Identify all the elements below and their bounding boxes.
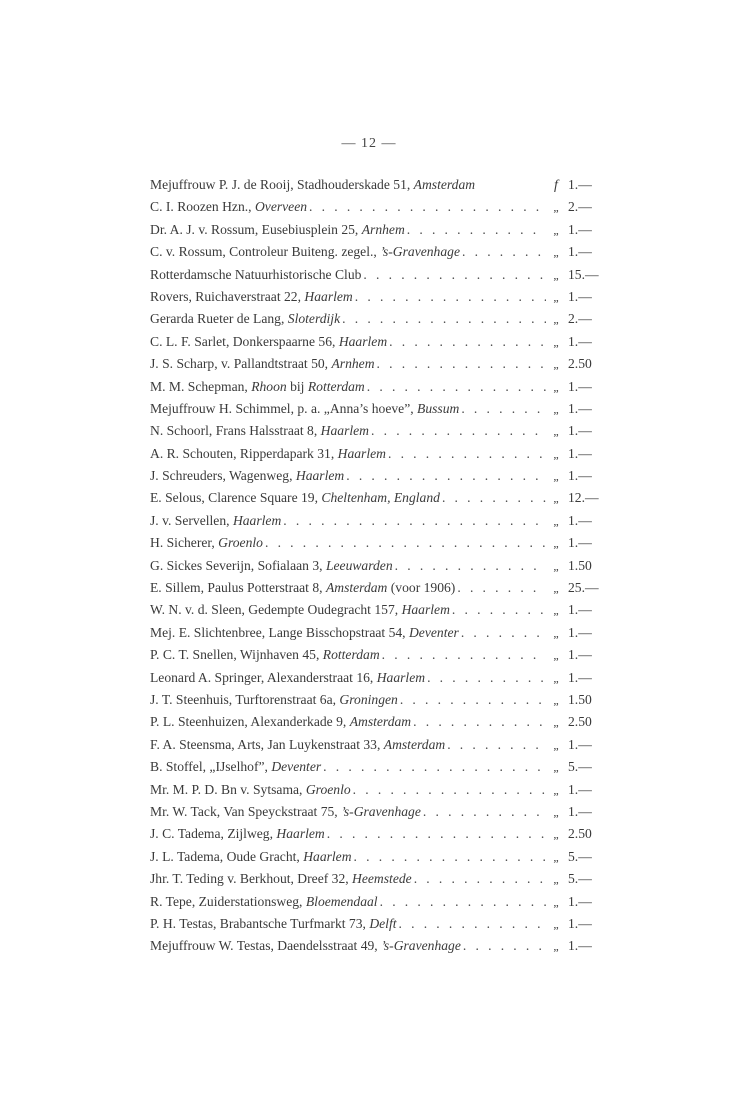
leader-dots (365, 376, 546, 398)
ditto-mark: „ (553, 312, 559, 327)
list-item (150, 801, 600, 823)
list-item (150, 286, 600, 308)
ditto-mark: „ (553, 648, 559, 663)
member-name-address: J. C. Tadema, Zijlweg, (150, 826, 277, 842)
ditto-mark: „ (553, 760, 559, 775)
member-name-address: Mr. W. Tack, Van Speyckstraat 75, (150, 803, 342, 819)
member-place: Amsterdam (325, 580, 388, 596)
member-place: Haarlem (295, 468, 345, 484)
list-item (150, 577, 600, 599)
list-item (150, 308, 600, 330)
ditto-mark: „ (553, 222, 559, 237)
member-name-address: Rotterdamsche Natuurhistorische Club (150, 266, 362, 282)
contribution-amount: 1.— (568, 736, 592, 752)
contribution-amount: 1.— (568, 244, 592, 260)
leader-dots (378, 891, 546, 913)
member-name-address: W. N. v. d. Sleen, Gedempte Oudegracht 157, (150, 602, 402, 618)
list-item (150, 644, 600, 666)
member-name-address: P. C. T. Snellen, Wijnhaven 45, (150, 647, 323, 663)
contribution-amount: 2.— (568, 311, 592, 327)
list-item (150, 264, 600, 286)
member-name-address: R. Tepe, Zuiderstationsweg, (150, 893, 306, 909)
member-name-address: Rovers, Ruichaverstraat 22, (150, 288, 305, 304)
member-name-address: E. Selous, Clarence Square 19, (150, 490, 322, 506)
member-name-address: J. L. Tadema, Oude Gracht, (150, 848, 304, 864)
ditto-mark: „ (553, 670, 559, 685)
list-item (150, 689, 600, 711)
list-item (150, 846, 600, 868)
member-entry (150, 756, 321, 778)
list-item (150, 241, 600, 263)
list-item (150, 398, 600, 420)
member-name-address: Mej. E. Slichtenbree, Lange Bisschopstraat 54, (150, 624, 409, 640)
member-place: Haarlem (303, 848, 352, 864)
leader-dots (445, 734, 546, 756)
member-name-address: G. Sickes Severijn, Sofialaan 3, (150, 557, 326, 573)
member-place: Deventer (408, 624, 459, 640)
contribution-amount: 1.50 (568, 691, 592, 707)
leader-dots (361, 264, 546, 286)
ditto-mark: „ (553, 827, 559, 842)
list-item (150, 174, 600, 196)
contribution-amount: 1.— (568, 535, 592, 551)
ditto-mark: „ (553, 849, 559, 864)
member-entry (150, 868, 412, 890)
leader-dots (340, 308, 546, 330)
member-name-address: J. S. Scharp, v. Pallandtstraat 50, (150, 356, 332, 372)
member-place: Bussum (417, 400, 460, 416)
member-place: Haarlem (320, 423, 369, 439)
member-entry (150, 689, 398, 711)
list-item (150, 353, 600, 375)
contribution-amount: 1.— (568, 624, 592, 640)
list-item (150, 935, 600, 957)
member-place: Arnhem (331, 356, 375, 372)
ditto-mark: „ (553, 872, 559, 887)
member-place: Heemstede (352, 871, 412, 887)
contribution-amount: 1.— (568, 288, 592, 304)
ditto-mark: „ (553, 401, 559, 416)
member-name-address: Jhr. T. Teding v. Berkhout, Dreef 32, (150, 871, 353, 887)
leader-dots (450, 599, 546, 621)
list-item (150, 913, 600, 935)
list-item (150, 465, 600, 487)
ditto-mark: „ (553, 782, 559, 797)
ditto-mark: „ (553, 625, 559, 640)
member-name-address: Leonard A. Springer, Alexanderstraat 16, (150, 669, 377, 685)
page-number: — 12 — (341, 136, 397, 151)
ditto-mark: „ (553, 379, 559, 394)
member-entry (150, 174, 475, 196)
member-place: Groenlo (305, 781, 351, 797)
member-name-address: Mejuffrouw W. Testas, Daendelsstraat 49, (150, 938, 382, 954)
leader-dots (386, 443, 546, 465)
member-entry (150, 487, 440, 509)
member-name-address: C. v. Rossum, Controleur Buiteng. zegel., (150, 244, 381, 260)
member-place: Haarlem (338, 333, 388, 349)
member-name-address: C. L. F. Sarlet, Donkerspaarne 56, (150, 333, 339, 349)
leader-dots (369, 420, 546, 442)
list-item (150, 555, 600, 577)
member-place: Haarlem (337, 445, 386, 461)
member-place: Haarlem (232, 512, 282, 528)
contribution-amount: 1.— (568, 177, 592, 192)
contribution-amount: 1.— (568, 378, 592, 394)
ditto-mark: „ (553, 581, 559, 596)
list-item (150, 622, 600, 644)
member-entry (150, 308, 340, 330)
member-name-address: Mejuffrouw P. J. de Rooij, Stadhouderskade 51, (150, 177, 414, 192)
member-entry (150, 241, 460, 263)
member-entry (150, 443, 386, 465)
member-name-address: Mejuffrouw H. Schimmel, p. a. „Anna’s hoeve”, (150, 400, 418, 416)
list-item (150, 510, 600, 532)
leader-dots (398, 689, 546, 711)
member-place: Amsterdam (383, 736, 446, 752)
ditto-mark: „ (553, 491, 559, 506)
contribution-amount: 1.— (568, 803, 592, 819)
member-entry (150, 376, 365, 398)
leader-dots (352, 846, 546, 868)
leader-dots (393, 555, 546, 577)
member-place: Groningen (339, 691, 398, 707)
member-entry (150, 935, 461, 957)
member-entry (150, 622, 459, 644)
leader-dots (455, 577, 546, 599)
list-item (150, 667, 600, 689)
member-place: Haarlem (304, 288, 353, 304)
ditto-mark: „ (553, 513, 559, 528)
member-place: Bloemendaal (305, 893, 378, 909)
member-place: Leeuwarden (325, 557, 393, 573)
member-suffix: (voor 1906) (387, 580, 456, 596)
list-item (150, 823, 600, 845)
member-name-address: J. T. Steenhuis, Turftorenstraat 6a, (150, 691, 340, 707)
member-place: Haarlem (376, 669, 426, 685)
leader-dots (263, 532, 546, 554)
list-item (150, 779, 600, 801)
list-item (150, 420, 600, 442)
ditto-mark: „ (553, 939, 559, 954)
member-entry (150, 465, 344, 487)
member-name-address: C. I. Roozen Hzn., (150, 199, 255, 215)
member-place: Rotterdam (322, 647, 380, 663)
member-name-address: M. M. Schepman, (150, 378, 252, 394)
member-entry (150, 353, 375, 375)
member-place: Cheltenham, England (321, 490, 440, 506)
list-item (150, 196, 600, 218)
leader-dots (412, 868, 546, 890)
ditto-mark: „ (553, 894, 559, 909)
member-entry (150, 286, 353, 308)
member-name-address: Gerarda Rueter de Lang, (150, 311, 288, 327)
ditto-mark: „ (553, 446, 559, 461)
member-entry (150, 599, 450, 621)
ditto-mark: „ (553, 916, 559, 931)
member-name-address: B. Stoffel, „IJselhof”, (150, 759, 272, 775)
list-item (150, 532, 600, 554)
list-item (150, 891, 600, 913)
member-entry (150, 331, 387, 353)
contribution-amount: 12.— (568, 490, 599, 506)
member-place: Amsterdam (413, 177, 476, 192)
ditto-mark: „ (553, 469, 559, 484)
member-entry (150, 667, 425, 689)
contribution-amount: 2.50 (568, 356, 592, 372)
ditto-mark: „ (553, 424, 559, 439)
ditto-mark: „ (553, 289, 559, 304)
member-entry (150, 196, 307, 218)
ditto-mark: „ (553, 737, 559, 752)
member-name-address: F. A. Steensma, Arts, Jan Luykenstraat 33, (150, 736, 384, 752)
member-entry (150, 510, 281, 532)
member-name-address: P. H. Testas, Brabantsche Turfmarkt 73, (150, 915, 370, 931)
leader-dots (411, 711, 546, 733)
leader-dots (375, 353, 546, 375)
member-place: Delft (369, 915, 397, 931)
member-place: ’s-Gravenhage (341, 803, 421, 819)
list-item (150, 711, 600, 733)
leader-dots (440, 487, 546, 509)
member-place: Rotterdam (307, 378, 365, 394)
contribution-amount: 1.— (568, 445, 592, 461)
leader-dots (459, 622, 546, 644)
member-place: ’s-Gravenhage (381, 938, 461, 954)
list-item (150, 443, 600, 465)
contribution-amount: 1.— (568, 423, 592, 439)
contribution-amount: 1.— (568, 512, 592, 528)
member-suffix: bij (286, 378, 308, 394)
member-place: Amsterdam (349, 714, 412, 730)
contribution-amount: 2.— (568, 199, 592, 215)
member-place: Rhoon (251, 378, 287, 394)
ditto-mark: „ (553, 804, 559, 819)
leader-dots (353, 286, 546, 308)
member-entry (150, 219, 405, 241)
member-entry (150, 846, 352, 868)
list-item (150, 331, 600, 353)
leader-dots (421, 801, 546, 823)
contribution-amount: 2.50 (568, 826, 592, 842)
ditto-mark: „ (553, 200, 559, 215)
member-name-address: J. v. Servellen, (150, 512, 233, 528)
contribution-amount: 25.— (568, 580, 599, 596)
member-name-address: J. Schreuders, Wagenweg, (150, 468, 296, 484)
leader-dots (321, 756, 546, 778)
member-entry (150, 711, 411, 733)
leader-dots (461, 935, 546, 957)
member-place: Haarlem (401, 602, 450, 618)
member-place: Deventer (271, 759, 322, 775)
ditto-mark: „ (553, 245, 559, 260)
contribution-amount: 1.— (568, 938, 592, 954)
contribution-amount: 5.— (568, 871, 592, 887)
ditto-mark: „ (553, 692, 559, 707)
leader-dots (351, 779, 546, 801)
member-entry (150, 913, 397, 935)
ditto-mark: „ (553, 603, 559, 618)
member-name-address: Mr. M. P. D. Bn v. Sytsama, (150, 781, 306, 797)
contribution-amount: 1.— (568, 400, 592, 416)
leader-dots (325, 823, 546, 845)
member-entry (150, 891, 378, 913)
list-item (150, 868, 600, 890)
member-entry (150, 398, 459, 420)
member-entry (150, 264, 361, 286)
contribution-amount: 1.— (568, 781, 592, 797)
leader-dots (459, 398, 546, 420)
list-item (150, 756, 600, 778)
member-entry (150, 577, 455, 599)
member-place: ’s-Gravenhage (380, 244, 460, 260)
contribution-amount: 1.— (568, 221, 592, 237)
list-item (150, 376, 600, 398)
member-list (150, 174, 600, 958)
leader-dots (380, 644, 546, 666)
currency-mark: f (554, 178, 558, 193)
leader-dots (307, 196, 546, 218)
member-name-address: N. Schoorl, Frans Halsstraat 8, (150, 423, 321, 439)
member-name-address: P. L. Steenhuizen, Alexanderkade 9, (150, 714, 350, 730)
contribution-amount: 5.— (568, 759, 592, 775)
member-place: Arnhem (361, 221, 405, 237)
member-entry (150, 555, 393, 577)
contribution-amount: 1.— (568, 333, 592, 349)
ditto-mark: „ (553, 715, 559, 730)
member-name-address: E. Sillem, Paulus Potterstraat 8, (150, 580, 326, 596)
leader-dots (344, 465, 546, 487)
contribution-amount: 1.— (568, 669, 592, 685)
ditto-mark: „ (553, 536, 559, 551)
contribution-amount: 1.— (568, 893, 592, 909)
leader-dots (397, 913, 547, 935)
member-entry (150, 532, 263, 554)
ditto-mark: „ (553, 357, 559, 372)
member-place: Groenlo (218, 535, 263, 551)
member-entry (150, 779, 351, 801)
contribution-amount: 15.— (568, 266, 599, 282)
member-name-address: Dr. A. J. v. Rossum, Eusebiusplein 25, (150, 221, 362, 237)
member-entry (150, 823, 325, 845)
ditto-mark: „ (553, 267, 559, 282)
contribution-amount: 1.50 (568, 557, 592, 573)
ditto-mark: „ (553, 558, 559, 573)
member-entry (150, 734, 445, 756)
contribution-amount: 1.— (568, 602, 592, 618)
member-entry (150, 644, 380, 666)
leader-dots (460, 241, 546, 263)
contribution-amount: 5.— (568, 848, 592, 864)
list-item (150, 219, 600, 241)
list-item (150, 487, 600, 509)
member-place: Overveen (254, 199, 308, 215)
list-item (150, 599, 600, 621)
list-item (150, 734, 600, 756)
member-entry (150, 420, 369, 442)
ditto-mark: „ (553, 334, 559, 349)
member-place: Haarlem (276, 826, 325, 842)
member-name-address: A. R. Schouten, Ripperdapark 31, (150, 445, 338, 461)
contribution-amount: 1.— (568, 915, 592, 931)
leader-dots (405, 219, 546, 241)
contribution-amount: 1.— (568, 468, 592, 484)
contribution-amount: 2.50 (568, 714, 592, 730)
leader-dots (387, 331, 546, 353)
member-place: Sloterdijk (287, 311, 341, 327)
leader-dots (425, 667, 546, 689)
member-entry (150, 801, 421, 823)
leader-dots (281, 510, 546, 532)
contribution-amount: 1.— (568, 647, 592, 663)
member-name-address: H. Sicherer, (150, 535, 219, 551)
